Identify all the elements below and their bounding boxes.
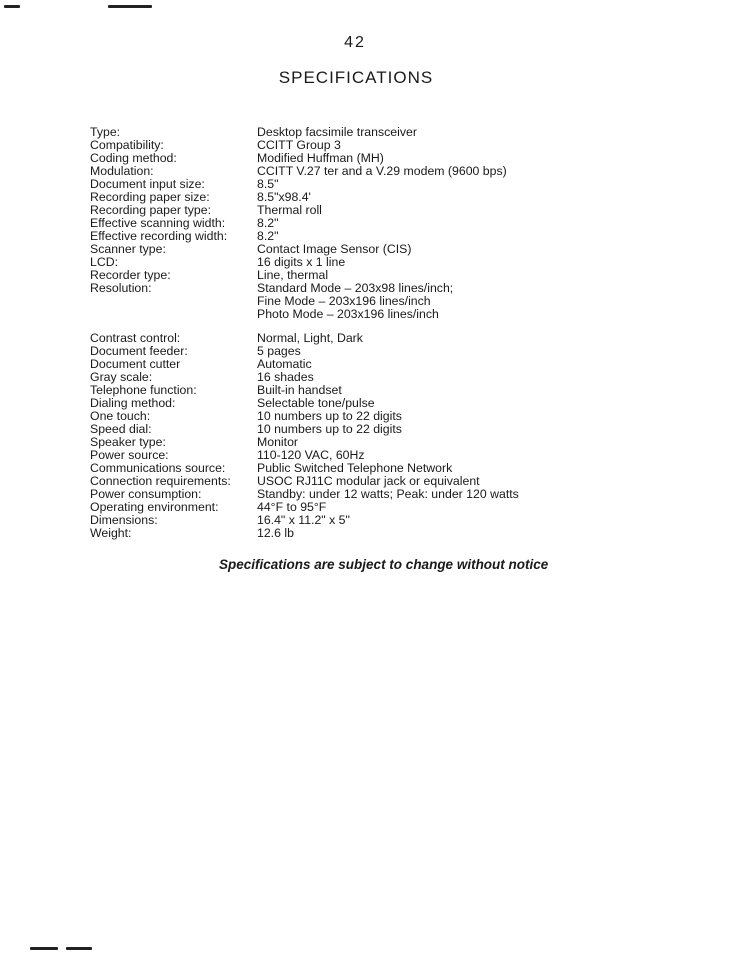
spec-value: Standard Mode – 203x98 lines/inch;	[257, 281, 454, 295]
spec-value: Modified Huffman (MH)	[257, 151, 384, 165]
spec-value: 110-120 VAC, 60Hz	[257, 448, 365, 462]
spec-value: 16 digits x 1 line	[257, 255, 346, 269]
scan-artifact-top	[108, 5, 152, 8]
scan-artifact-bottom	[66, 947, 92, 950]
spec-label: Telephone function:	[90, 383, 197, 397]
spec-label: Recording paper type:	[90, 203, 211, 217]
spec-value: 10 numbers up to 22 digits	[257, 409, 402, 423]
spec-value: 5 pages	[257, 344, 301, 358]
spec-value: Public Switched Telephone Network	[257, 461, 453, 475]
spec-label: Effective recording width:	[90, 229, 228, 243]
spec-label: Recording paper size:	[90, 190, 210, 204]
spec-label: Dimensions:	[90, 513, 158, 527]
spec-label: Compatibility:	[90, 138, 164, 152]
spec-value: Selectable tone/pulse	[257, 396, 375, 410]
scan-artifact-bottom	[30, 947, 58, 950]
spec-value: Contact Image Sensor (CIS)	[257, 242, 412, 256]
spec-label: Power consumption:	[90, 487, 202, 501]
spec-label: Weight:	[90, 526, 132, 540]
spec-value: Standby: under 12 watts; Peak: under 120 watts	[257, 487, 519, 501]
spec-value: USOC RJ11C modular jack or equivalent	[257, 474, 480, 488]
scan-artifact-top	[4, 5, 20, 8]
spec-label: Document feeder:	[90, 344, 188, 358]
spec-value: Automatic	[257, 357, 312, 371]
spec-row	[90, 321, 519, 345]
page-title: SPECIFICATIONS	[278, 68, 434, 87]
spec-value: Fine Mode – 203x196 lines/inch	[257, 294, 431, 308]
spec-value: 12.6 lb	[257, 526, 294, 540]
spec-value: Photo Mode – 203x196 lines/inch	[257, 307, 439, 321]
spec-value: CCITT V.27 ter and a V.29 modem (9600 bps)	[257, 164, 507, 178]
spec-label: Speaker type:	[90, 435, 166, 449]
spec-row	[90, 514, 519, 527]
spec-value: 16 shades	[257, 370, 314, 384]
spec-value: Thermal roll	[257, 203, 322, 217]
spec-label: Scanner type:	[90, 242, 166, 256]
spec-value: Desktop facsimile transceiver	[257, 125, 417, 139]
spec-label: LCD:	[90, 255, 119, 269]
spec-label: Coding method:	[90, 151, 177, 165]
spec-value: CCITT Group 3	[257, 138, 341, 152]
spec-value: 10 numbers up to 22 digits	[257, 422, 402, 436]
spec-label: One touch:	[90, 409, 151, 423]
spec-label: Speed dial:	[90, 422, 152, 436]
spec-label: Gray scale:	[90, 370, 153, 384]
spec-label: Effective scanning width:	[90, 216, 226, 230]
spec-value: 16.4" x 11.2" x 5"	[257, 513, 350, 527]
spec-label: Document cutter	[90, 357, 181, 371]
spec-value: 8.5"	[257, 177, 279, 191]
spec-value: 8.2"	[257, 229, 279, 243]
spec-label	[90, 308, 257, 321]
spec-value: Line, thermal	[257, 268, 329, 282]
spec-label: Power source:	[90, 448, 169, 462]
spec-row	[90, 527, 519, 540]
spec-value: 8.2"	[257, 216, 279, 230]
spec-label: Resolution:	[90, 281, 152, 295]
spec-value: Monitor	[257, 435, 299, 449]
spec-value: 8.5"x98.4'	[257, 190, 311, 204]
spec-value: Normal, Light, Dark	[257, 331, 363, 345]
spec-label	[90, 295, 257, 308]
page-number: 42	[344, 34, 366, 51]
spec-row	[90, 308, 519, 321]
spec-label: Type:	[90, 125, 121, 139]
spec-label: Dialing method:	[90, 396, 176, 410]
spec-label: Contrast control:	[90, 331, 181, 345]
spec-label: Operating environment:	[90, 500, 219, 514]
spec-label: Communications source:	[90, 461, 226, 475]
spec-label: Modulation:	[90, 164, 154, 178]
spec-value: 44°F to 95°F	[257, 500, 327, 514]
spec-label: Recorder type:	[90, 268, 171, 282]
spec-label: Document input size:	[90, 177, 205, 191]
spec-value: Built-in handset	[257, 383, 342, 397]
specifications-list	[90, 126, 519, 540]
change-notice: Specifications are subject to change without notice	[219, 557, 549, 572]
specifications-table	[90, 126, 519, 540]
spec-label: Connection requirements:	[90, 474, 231, 488]
